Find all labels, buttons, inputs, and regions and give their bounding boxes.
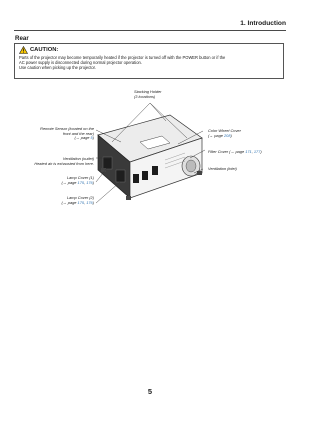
caution-line-3: Use caution when picking up the projector. — [19, 65, 96, 71]
page-link[interactable]: 171 — [245, 149, 252, 154]
projector-rear-diagram — [0, 80, 300, 230]
section-heading: Rear — [15, 35, 29, 42]
label-filter-cover: Filter Cover (→ page 171, 177) — [208, 149, 262, 154]
page-link[interactable]: 177 — [253, 149, 261, 154]
header-rule — [14, 30, 286, 31]
page-link[interactable]: 208 — [224, 132, 231, 138]
caution-box — [14, 43, 284, 79]
label-stacking-holder: Stacking Holder (3 locations) — [134, 89, 162, 99]
page-link[interactable]: 5 — [90, 135, 93, 141]
label-lamp-cover-2: Lamp Cover (2) (→ page 175, 176) — [61, 195, 94, 205]
page-number: 5 — [147, 387, 153, 396]
caution-line-2: AC power supply is disconnected during normal projector operation. — [19, 60, 142, 66]
warning-triangle-icon — [19, 46, 28, 54]
page-link[interactable]: 175 — [77, 179, 85, 185]
caution-line-1: Parts of the projector may become temporarily heated if the projector is turned off with the POWER button or if the — [19, 55, 226, 60]
label-lamp-cover-1: Lamp Cover (1) (→ page 175, 176) — [61, 175, 94, 185]
caution-heading — [19, 46, 279, 54]
page-link[interactable]: 176 — [86, 179, 93, 185]
projector-illustration — [0, 80, 300, 230]
label-remote-sensor: Remote Sensor (located on the front and the rear) (→ page 5) — [40, 126, 94, 141]
page-link[interactable]: 175 — [77, 199, 85, 205]
caution-title: CAUTION: — [30, 47, 59, 53]
page-link[interactable]: 176 — [86, 199, 93, 205]
label-color-wheel-cover: Color Wheel Cover (→ page 208) — [208, 128, 241, 138]
label-ventilation-inlet: Ventilation (inlet) — [208, 166, 237, 171]
chapter-title: 1. Introduction — [240, 20, 286, 27]
label-ventilation-outlet: Ventilation (outlet) Heated air is exhausted from here. — [34, 156, 94, 166]
